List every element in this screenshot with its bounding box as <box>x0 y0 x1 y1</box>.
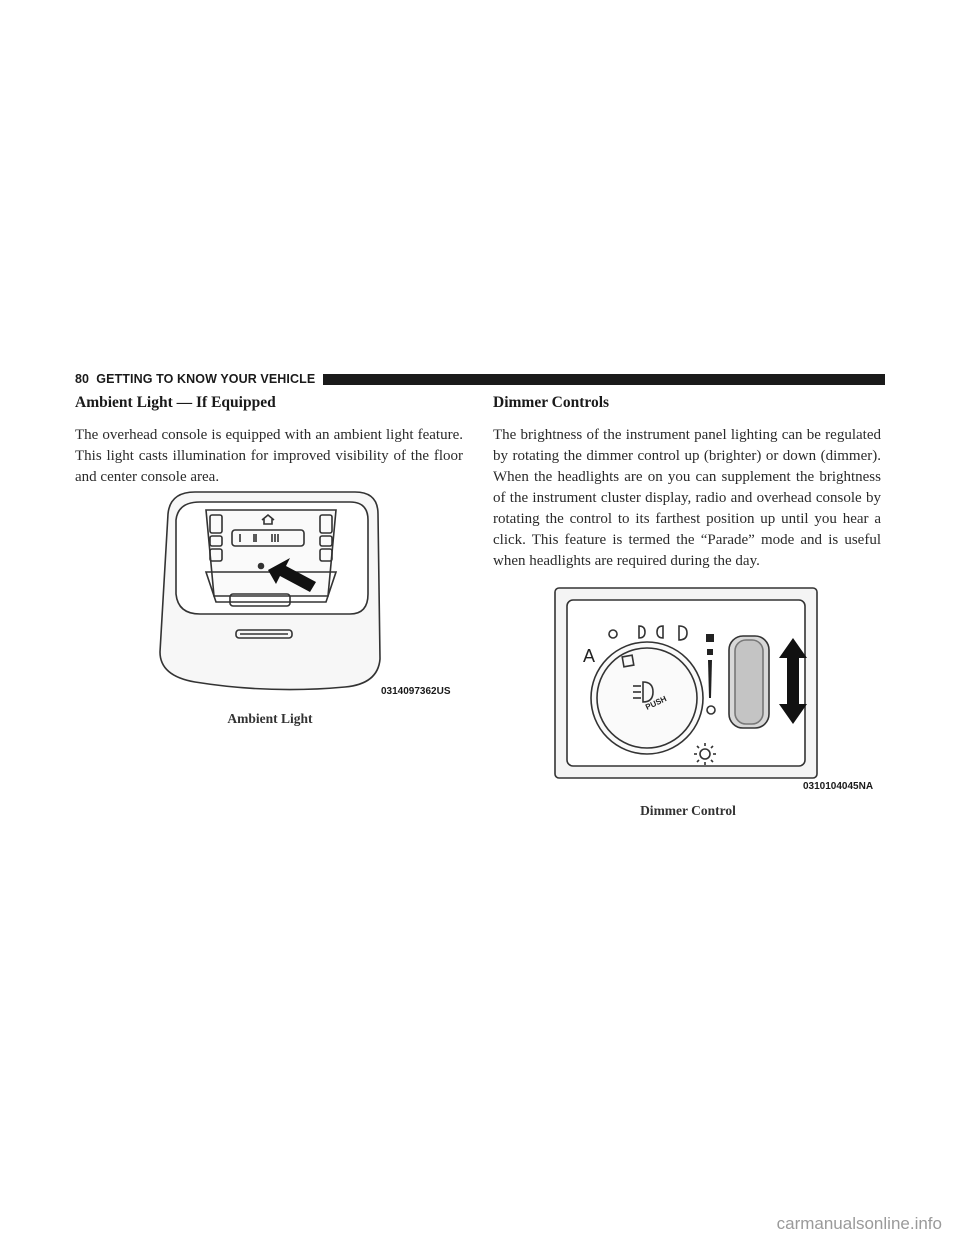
page-header-text <box>75 372 315 386</box>
section-name: GETTING TO KNOW YOUR VEHICLE <box>96 372 316 386</box>
dimmer-figure-code: 0310104045NA <box>803 781 874 792</box>
dimmer-controls-body: The brightness of the instrument panel lighting can be regulated by rotating the dimmer control up (brighter) or down (dimmer). When the headlights are on you can supplement the brightness of the instrument cluster display, radio and overhead console by rotating the control to its farthest position up until you hear a click. This feature is termed the “Parade” mode and is useful when headlights are required during the day. <box>493 427 881 569</box>
dimmer-control-caption: Dimmer Control <box>640 803 736 818</box>
ambient-light-caption: Ambient Light <box>227 711 313 726</box>
dimmer-control-illustration <box>553 586 885 794</box>
ambient-light-console-illustration <box>150 484 480 699</box>
ambient-light-title: Ambient Light — If Equipped <box>75 394 276 411</box>
right-column <box>493 394 881 572</box>
knob-label-a: A <box>583 646 596 666</box>
page-number: 80 <box>75 372 90 386</box>
dimmer-controls-title: Dimmer Controls <box>493 394 610 411</box>
knob-label-push: PUSH <box>644 694 668 712</box>
ambient-figure-code: 0314097362US <box>381 686 451 697</box>
watermark: carmanualsonline.info <box>776 1214 942 1233</box>
page-header <box>75 372 885 386</box>
header-rule <box>323 374 885 385</box>
ambient-light-body: The overhead console is equipped with an ambient light feature. This light casts illumination for improved visibility of the floor and center console area. <box>75 427 463 485</box>
left-column <box>75 394 463 488</box>
